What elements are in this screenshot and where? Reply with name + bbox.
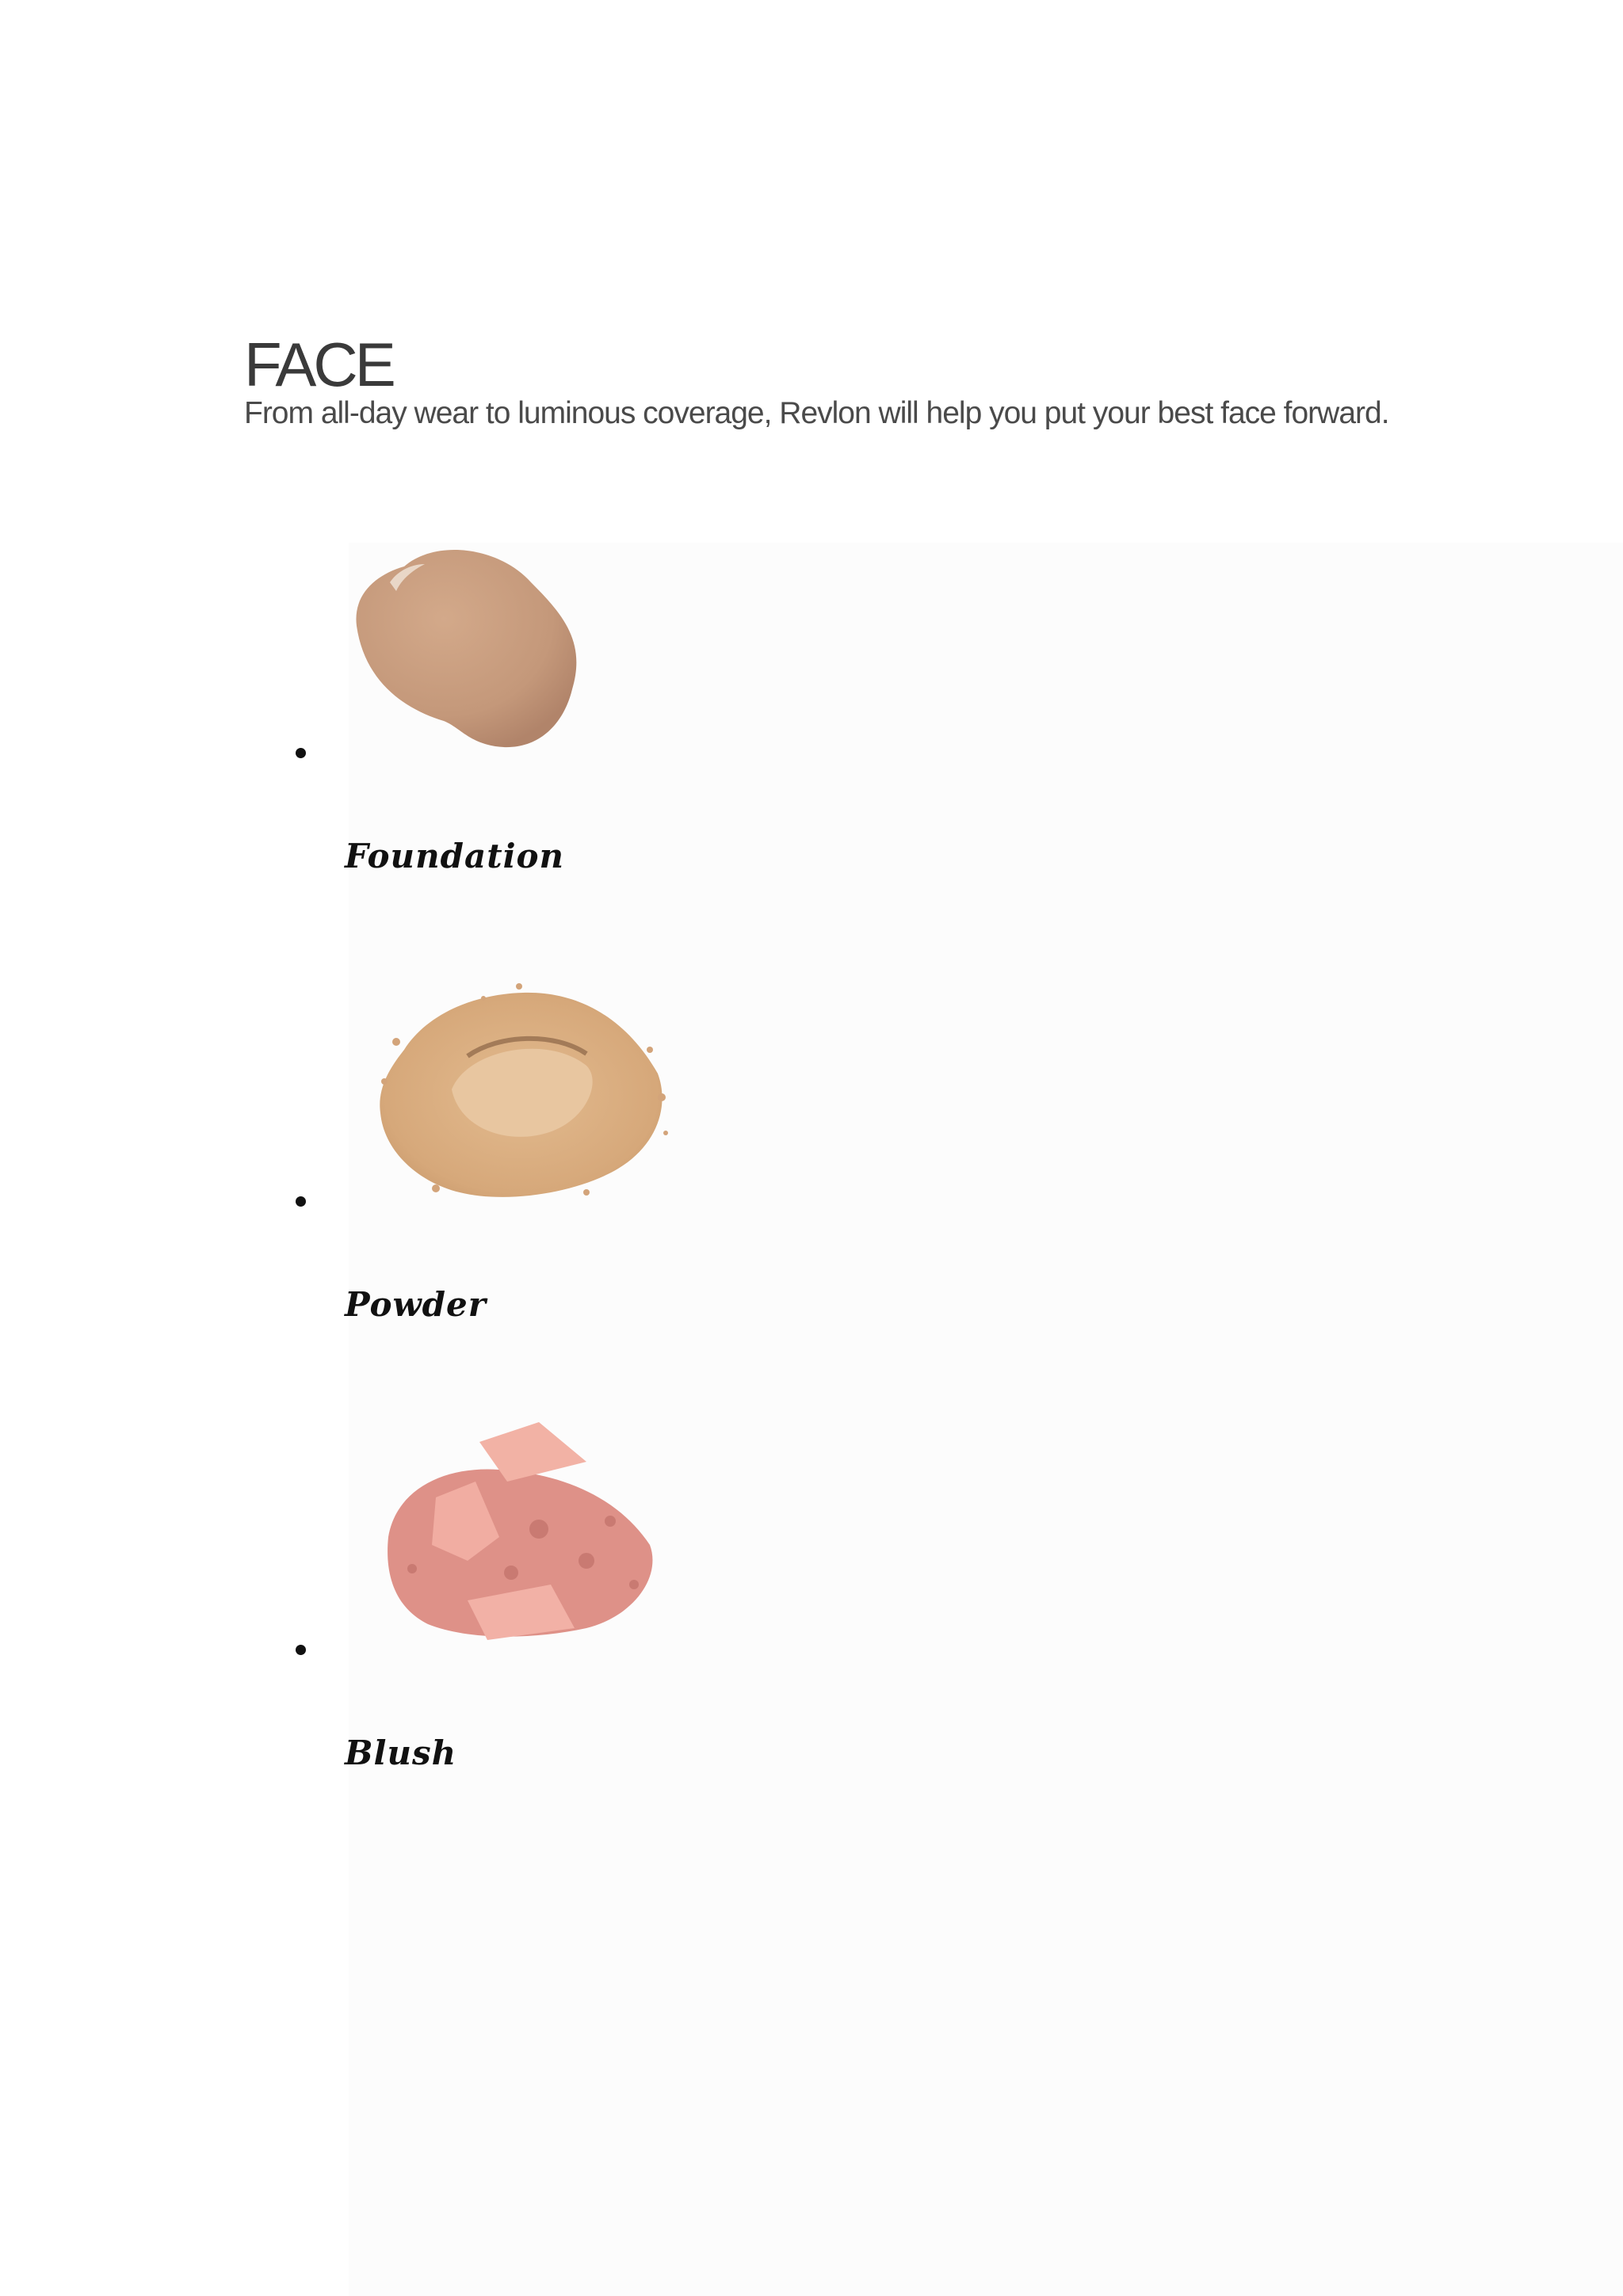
product-label[interactable]: Blush (345, 1733, 457, 1772)
page-header (244, 330, 1591, 431)
blush-swatch-icon[interactable] (349, 1402, 697, 1672)
powder-swatch-icon[interactable] (349, 955, 697, 1224)
list-bullet (296, 1196, 306, 1207)
list-bullet (296, 1645, 306, 1655)
page-title: FACE (244, 330, 393, 399)
page-subtitle: From all-day wear to luminous coverage, Revlon will help you put your best face forward. (244, 396, 1389, 430)
foundation-swatch-icon[interactable] (349, 539, 697, 808)
product-label[interactable]: Foundation (345, 837, 565, 875)
list-bullet (296, 748, 306, 758)
product-label[interactable]: Powder (345, 1285, 487, 1324)
